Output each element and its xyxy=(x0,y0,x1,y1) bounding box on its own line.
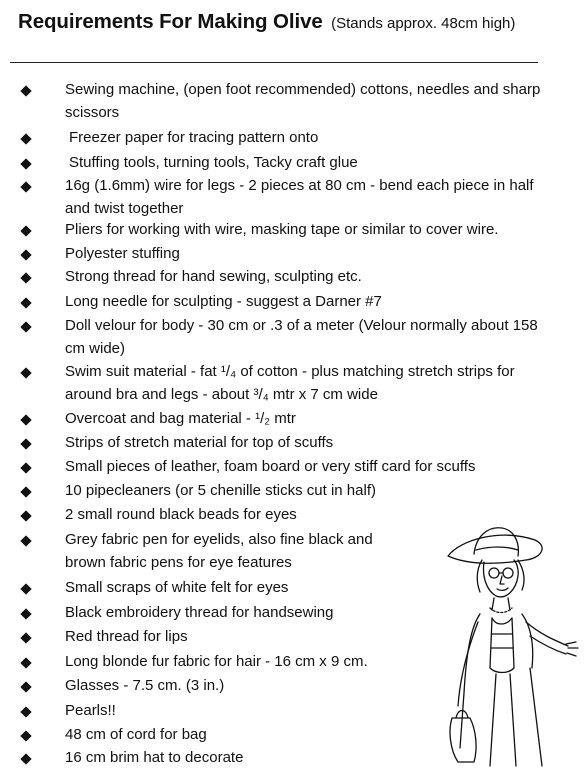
diamond-bullet-icon xyxy=(20,414,31,425)
diamond-bullet-icon xyxy=(20,85,31,96)
diamond-bullet-icon xyxy=(20,272,31,283)
diamond-bullet-icon xyxy=(20,632,31,643)
list-item-text: 2 small round black beads for eyes xyxy=(65,506,297,523)
diamond-bullet-icon xyxy=(20,367,31,378)
list-item-text: Strips of stretch material for top of scuffs xyxy=(65,434,334,451)
list-item-text: Pearls!! xyxy=(65,702,116,719)
list-item-text: 16g (1.6mm) wire for legs - 2 pieces at 80 cm - bend each piece in half xyxy=(65,177,534,194)
list-item-text: 10 pipecleaners (or 5 chenille sticks cut in half) xyxy=(65,482,376,499)
diamond-bullet-icon xyxy=(20,681,31,692)
list-item-text: Grey fabric pen for eyelids, also fine black and xyxy=(65,531,373,548)
list-item-text: 48 cm of cord for bag xyxy=(65,726,207,743)
diamond-bullet-icon xyxy=(20,583,31,594)
diamond-bullet-icon xyxy=(20,535,31,546)
diamond-bullet-icon xyxy=(20,181,31,192)
diamond-bullet-icon xyxy=(20,657,31,668)
list-item-text: Freezer paper for tracing pattern onto xyxy=(69,129,319,146)
list-item-text: Swim suit material - fat ¹/₄ of cotton - plus matching stretch strips for xyxy=(65,363,515,380)
diamond-bullet-icon xyxy=(20,510,31,521)
diamond-bullet-icon xyxy=(20,753,31,764)
list-item-text: brown fabric pens for eye features xyxy=(65,554,292,571)
list-item-text: Overcoat and bag material - ¹/₂ mtr xyxy=(65,410,296,427)
page-title xyxy=(18,10,515,34)
list-item-text: Small scraps of white felt for eyes xyxy=(65,579,289,596)
list-item-text: Sewing machine, (open foot recommended) cottons, needles and sharp xyxy=(65,81,541,98)
list-item-text: Long needle for sculpting - suggest a Darner #7 xyxy=(65,293,382,310)
list-item-text: scissors xyxy=(65,104,120,121)
olive-doll-illustration xyxy=(430,518,580,768)
list-item-text: Long blonde fur fabric for hair - 16 cm x 9 cm. xyxy=(65,653,368,670)
list-item-text: Doll velour for body - 30 cm or .3 of a meter (Velour normally about 158 xyxy=(65,317,538,334)
diamond-bullet-icon xyxy=(20,133,31,144)
list-item-text: Stuffing tools, turning tools, Tacky craft glue xyxy=(69,154,358,171)
title-divider xyxy=(10,62,538,63)
title-main: Requirements For Making Olive xyxy=(18,10,323,33)
list-item-text: Pliers for working with wire, masking tape or similar to cover wire. xyxy=(65,221,499,238)
diamond-bullet-icon xyxy=(20,297,31,308)
list-item-text: and twist together xyxy=(65,200,184,217)
list-item-text: Strong thread for hand sewing, sculpting etc. xyxy=(65,268,362,285)
diamond-bullet-icon xyxy=(20,225,31,236)
diamond-bullet-icon xyxy=(20,486,31,497)
list-item-text: around bra and legs - about ³/₄ mtr x 7 cm wide xyxy=(65,386,378,403)
list-item-text: 16 cm brim hat to decorate xyxy=(65,749,244,766)
list-item-text: Black embroidery thread for handsewing xyxy=(65,604,334,621)
list-item-text: cm wide) xyxy=(65,340,126,357)
title-subtitle: (Stands approx. 48cm high) xyxy=(331,15,516,32)
list-item-text: Glasses - 7.5 cm. (3 in.) xyxy=(65,677,225,694)
list-item-text: Small pieces of leather, foam board or very stiff card for scuffs xyxy=(65,458,476,475)
diamond-bullet-icon xyxy=(20,249,31,260)
diamond-bullet-icon xyxy=(20,730,31,741)
diamond-bullet-icon xyxy=(20,462,31,473)
diamond-bullet-icon xyxy=(20,608,31,619)
list-item-text: Polyester stuffing xyxy=(65,245,180,262)
diamond-bullet-icon xyxy=(20,321,31,332)
list-item-text: Red thread for lips xyxy=(65,628,188,645)
diamond-bullet-icon xyxy=(20,158,31,169)
diamond-bullet-icon xyxy=(20,438,31,449)
diamond-bullet-icon xyxy=(20,706,31,717)
